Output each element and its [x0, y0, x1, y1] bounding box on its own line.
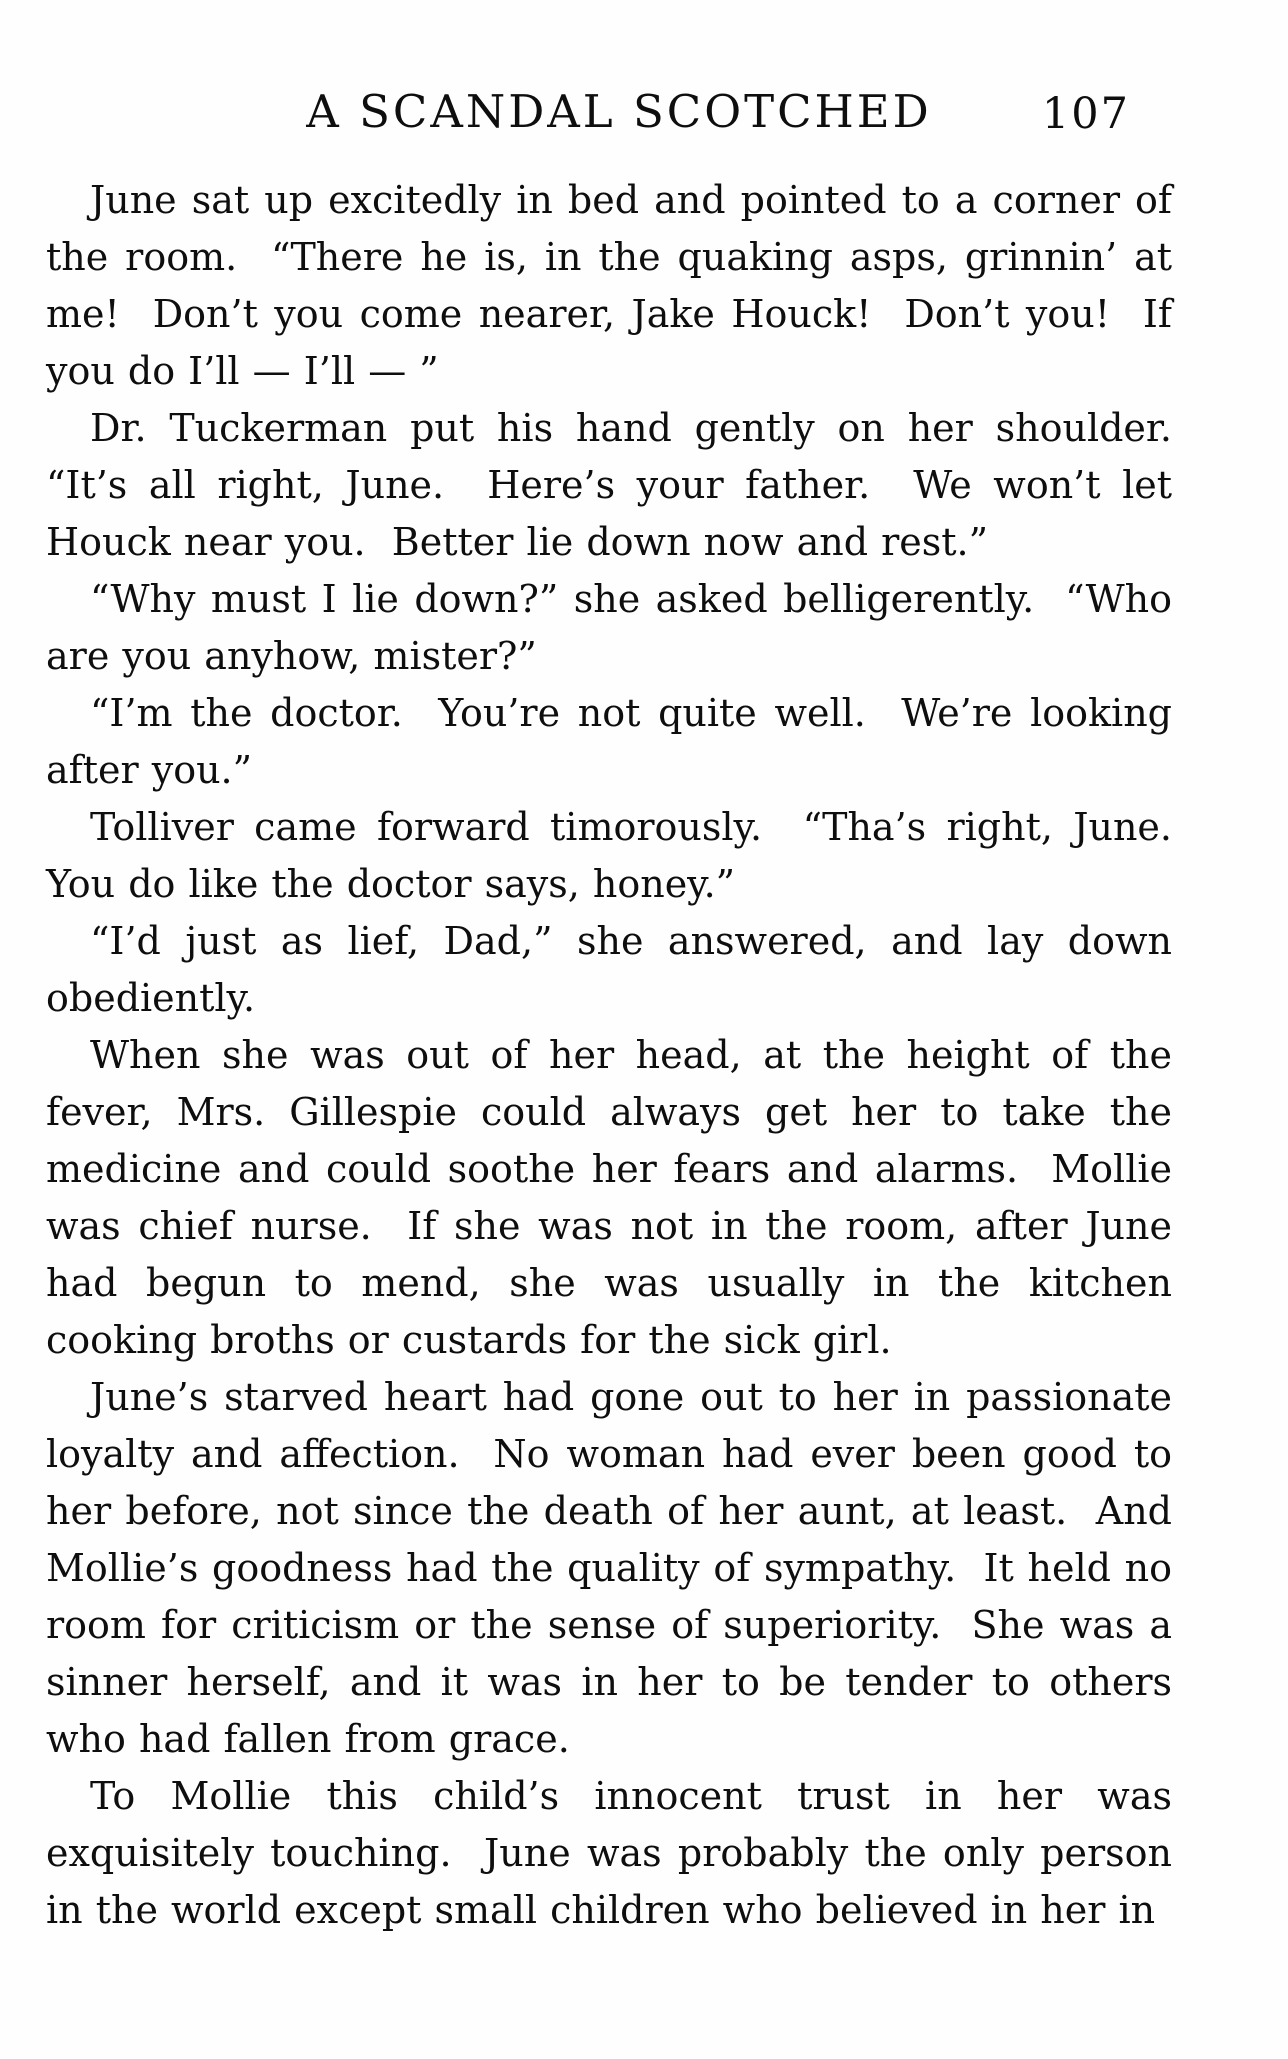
paragraph-8: June’s starved heart had gone out to her in passionate loyalty and affection. No woman had ever been good to her before, not since the death of her aunt, at least. And Mollie’s goodness had the quality of sympathy. It held no room for criticism or the sense of superiority. She was a sinner herself, and it was in her to be tender to others who had fallen from grace.: [46, 1375, 1186, 1761]
paragraph-2: Dr. Tuckerman put his hand gently on her shoulder. “It’s all right, June. Here’s your father. We won’t let Houck near you. Better lie down now and rest.”: [46, 406, 1199, 564]
page-header: [46, 84, 1172, 146]
paragraph-7: When she was out of her head, at the height of the fever, Mrs. Gillespie could always get her to take the medicine and could soothe her fears and alarms. Mollie was chief nurse. If she was not in the room, after June had begun to mend, she was usually in the kitchen cooking broths or custards for the sick girl.: [46, 1033, 1186, 1362]
page-number: 107: [1041, 89, 1130, 139]
paragraph-6: “I’d just as lief, Dad,” she answered, and lay down obediently.: [46, 919, 1186, 1020]
page-text: [46, 172, 1199, 1939]
running-title: A SCANDAL SCOTCHED: [306, 85, 932, 138]
paragraph-3: “Why must I lie down?” she asked belligerently. “Who are you anyhow, mister?”: [46, 577, 1186, 678]
paragraph-1: June sat up excitedly in bed and pointed to a corner of the room. “There he is, in the quaking asps, grinnin’ at me! Don’t you come nearer, Jake Houck! Don’t you! If you do I’ll — I’ll — ”: [46, 178, 1186, 393]
paragraph-9: To Mollie this child’s innocent trust in her was exquisitely touching. June was probably the only person in the world except small children who believed in her in: [46, 1774, 1186, 1932]
paragraph-5: Tolliver came forward timorously. “Tha’s right, June. You do like the doctor says, honey.”: [46, 805, 1199, 906]
paragraph-4: “I’m the doctor. You’re not quite well. We’re looking after you.”: [46, 691, 1186, 792]
